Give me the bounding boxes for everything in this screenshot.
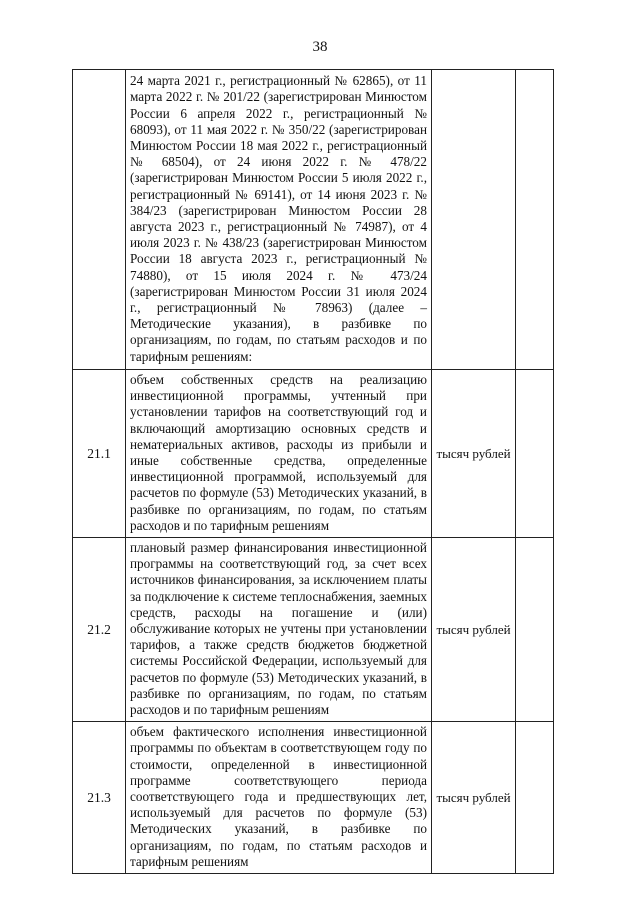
row-unit: [432, 70, 516, 370]
table-row: [73, 370, 554, 538]
row-description: объем собственных средств на реализацию инвестиционной программы, учтенный при установлении тарифов на соответствующий год и включающий амортизацию основных средств и нематериальных активов, расходы из прибыли и иные собственные средства, определенные инвестиционной программой, используемый для расчетов по формуле (53) Методических указаний, в разбивке по организациям, по годам, по статьям расходов и по тарифным решениям: [130, 372, 427, 533]
table-row: [73, 70, 554, 370]
row-extra-cell: [516, 370, 554, 538]
row-extra-cell: [516, 538, 554, 722]
row-number: 21.2: [73, 538, 126, 722]
row-unit: тысяч рублей: [432, 722, 516, 874]
row-description: 24 марта 2021 г., регистрационный № 62865), от 11 марта 2022 г. № 201/22 (зарегистрирован Минюстом России 6 апреля 2022 г., регистрационный № 68093), от 11 мая 2022 г. № 350/22 (зарегистрирован Минюстом России 18 мая 2022 г., регистрационный № 68504), от 24 июня 2022 г. № 478/22 (зарегистрирован Минюстом России 5 июля 2022 г., регистрационный № 69141), от 14 июня 2023 г. № 384/23 (зарегистрирован Минюстом России 28 августа 2023 г., регистрационный № 74987), от 4 июля 2023 г. № 438/23 (зарегистрирован Минюстом России 18 августа 2023 г., регистрационный № 74880), от 15 июля 2024 г. № 473/24 (зарегистрирован Минюстом России 31 июля 2024 г., регистрационный № 78963) (далее – Методические указания), в разбивке по организациям, по годам, по статьям расходов и по тарифным решениям:: [130, 73, 427, 364]
row-number: 21.3: [73, 722, 126, 874]
table-row: [73, 538, 554, 722]
row-extra-cell: [516, 722, 554, 874]
row-number: 21.1: [73, 370, 126, 538]
row-extra-cell: [516, 70, 554, 370]
row-number: [73, 70, 126, 370]
row-unit: тысяч рублей: [432, 370, 516, 538]
row-description: объем фактического исполнения инвестиционной программы по объектам в соответствующем году по стоимости, определенной в инвестиционной программе соответствующего периода соответствующего года и предшествующих лет, используемый для расчетов по формуле (53) Методических указаний, в разбивке по организациям, по годам, по статьям расходов и тарифным решениям: [130, 724, 427, 869]
table-row: [73, 722, 554, 874]
row-description: плановый размер финансирования инвестиционной программы на соответствующий год, за счет всех источников финансирования, за исключением платы за подключение к системе теплоснабжения, заемных средств, расходы на погашение и (или) обслуживание которых не учтены при установлении тарифов, а также средств бюджетов бюджетной системы Российской Федерации, используемый для расчетов по формуле (53) Методических указаний, в разбивке по организациям, по годам, по статьям расходов и по тарифным решениям: [130, 540, 427, 718]
indicators-table: [72, 69, 554, 874]
page-number: 38: [312, 39, 328, 55]
row-unit: тысяч рублей: [432, 538, 516, 722]
